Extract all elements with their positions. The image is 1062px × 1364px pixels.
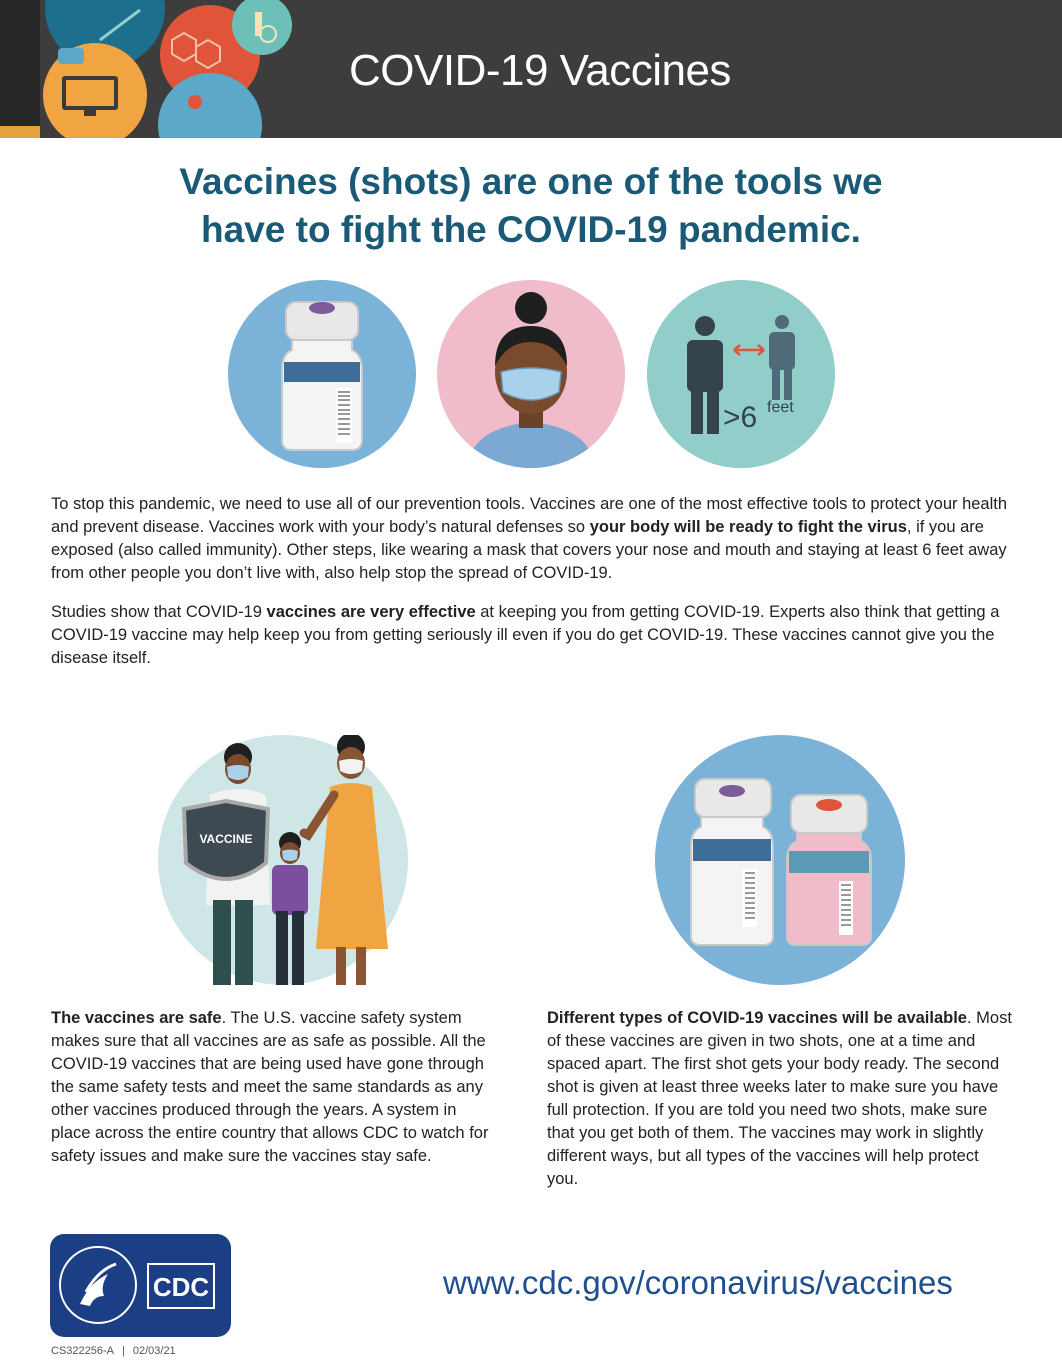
distance-unit: feet xyxy=(767,399,794,416)
document-code xyxy=(51,1345,176,1357)
intro-p2-text-a: Studies show that COVID-19 xyxy=(51,603,267,621)
doc-number: CS322256-A xyxy=(51,1345,114,1357)
intro-paragraph-2 xyxy=(51,601,1013,670)
intro-paragraph-1 xyxy=(51,493,1013,585)
intro-p2-text-b: at keeping you from getting COVID-19. Experts also think that getting a COVID-19 vaccine may help keep you from getting seriously ill even if you do get COVID-19. These vaccines cannot give you the disease itself. xyxy=(51,603,1000,667)
headline-line-2: have to fight the COVID-19 pandemic. xyxy=(201,209,861,250)
social-distance-icon xyxy=(647,280,835,468)
vaccine-types-text: . Most of these vaccines are given in two shots, one at a time and spaced apart. The first shot gets your body ready. The second shot is given at least three weeks later to make sure you have full protection. If you are told you need two shots, make sure that you get both of them. The vaccines may work in slightly different ways, but all types of the vaccines will help protect you. xyxy=(547,1009,1012,1188)
distance-value: >6 xyxy=(723,401,758,434)
vaccines-safe-text: . The U.S. vaccine safety system makes sure that all vaccines are as safe as possible. All the COVID-19 vaccines that are being used have gone through the same safety tests and meet the same standards as any other vaccines produced through the years. A system in place across the entire country that allows CDC to watch for safety issues and make sure the vaccines stay safe. xyxy=(51,1009,489,1165)
vaccines-safe-paragraph xyxy=(51,1007,499,1168)
hhs-cdc-logo xyxy=(50,1234,231,1337)
headline xyxy=(0,158,1062,254)
page-title: COVID-19 Vaccines xyxy=(349,46,731,95)
doc-date: 02/03/21 xyxy=(132,1345,176,1357)
cdc-logo-text: CDC xyxy=(152,1272,210,1302)
vaccine-types-paragraph xyxy=(547,1007,1013,1191)
headline-line-1: Vaccines (shots) are one of the tools we xyxy=(179,161,883,202)
two-vaccine-vials-icon xyxy=(655,735,905,985)
vaccines-safe-bold: The vaccines are safe xyxy=(51,1009,222,1027)
vaccinated-family-illustration xyxy=(158,735,418,990)
science-collage-illustration xyxy=(0,0,300,138)
intro-p1-bold: your body will be ready to fight the virus xyxy=(589,518,907,536)
intro-p1-text-a: To stop this pandemic, we need to use all of our prevention tools. Vaccines are one of the most effective tools to protect your health and prevent disease. Vaccines work with your body’s natural defenses so xyxy=(51,495,1008,536)
intro-p1-text-b: , if you are exposed (also called immunity). Other steps, like wearing a mask that covers your nose and mouth and staying at least 6 feet away from other people you don’t live with, also help stop the spread of COVID-19. xyxy=(51,518,1007,582)
shield-label: VACCINE xyxy=(199,832,253,846)
vaccine-types-bold: Different types of COVID-19 vaccines will be available xyxy=(547,1009,967,1027)
vaccine-vial-icon xyxy=(228,280,416,468)
masked-person-icon xyxy=(437,280,625,468)
page-header xyxy=(0,0,1062,138)
doc-separator: | xyxy=(122,1345,125,1357)
cdc-vaccines-url[interactable]: www.cdc.gov/coronavirus/vaccines xyxy=(443,1264,953,1301)
intro-p2-bold: vaccines are very effective xyxy=(266,603,476,621)
